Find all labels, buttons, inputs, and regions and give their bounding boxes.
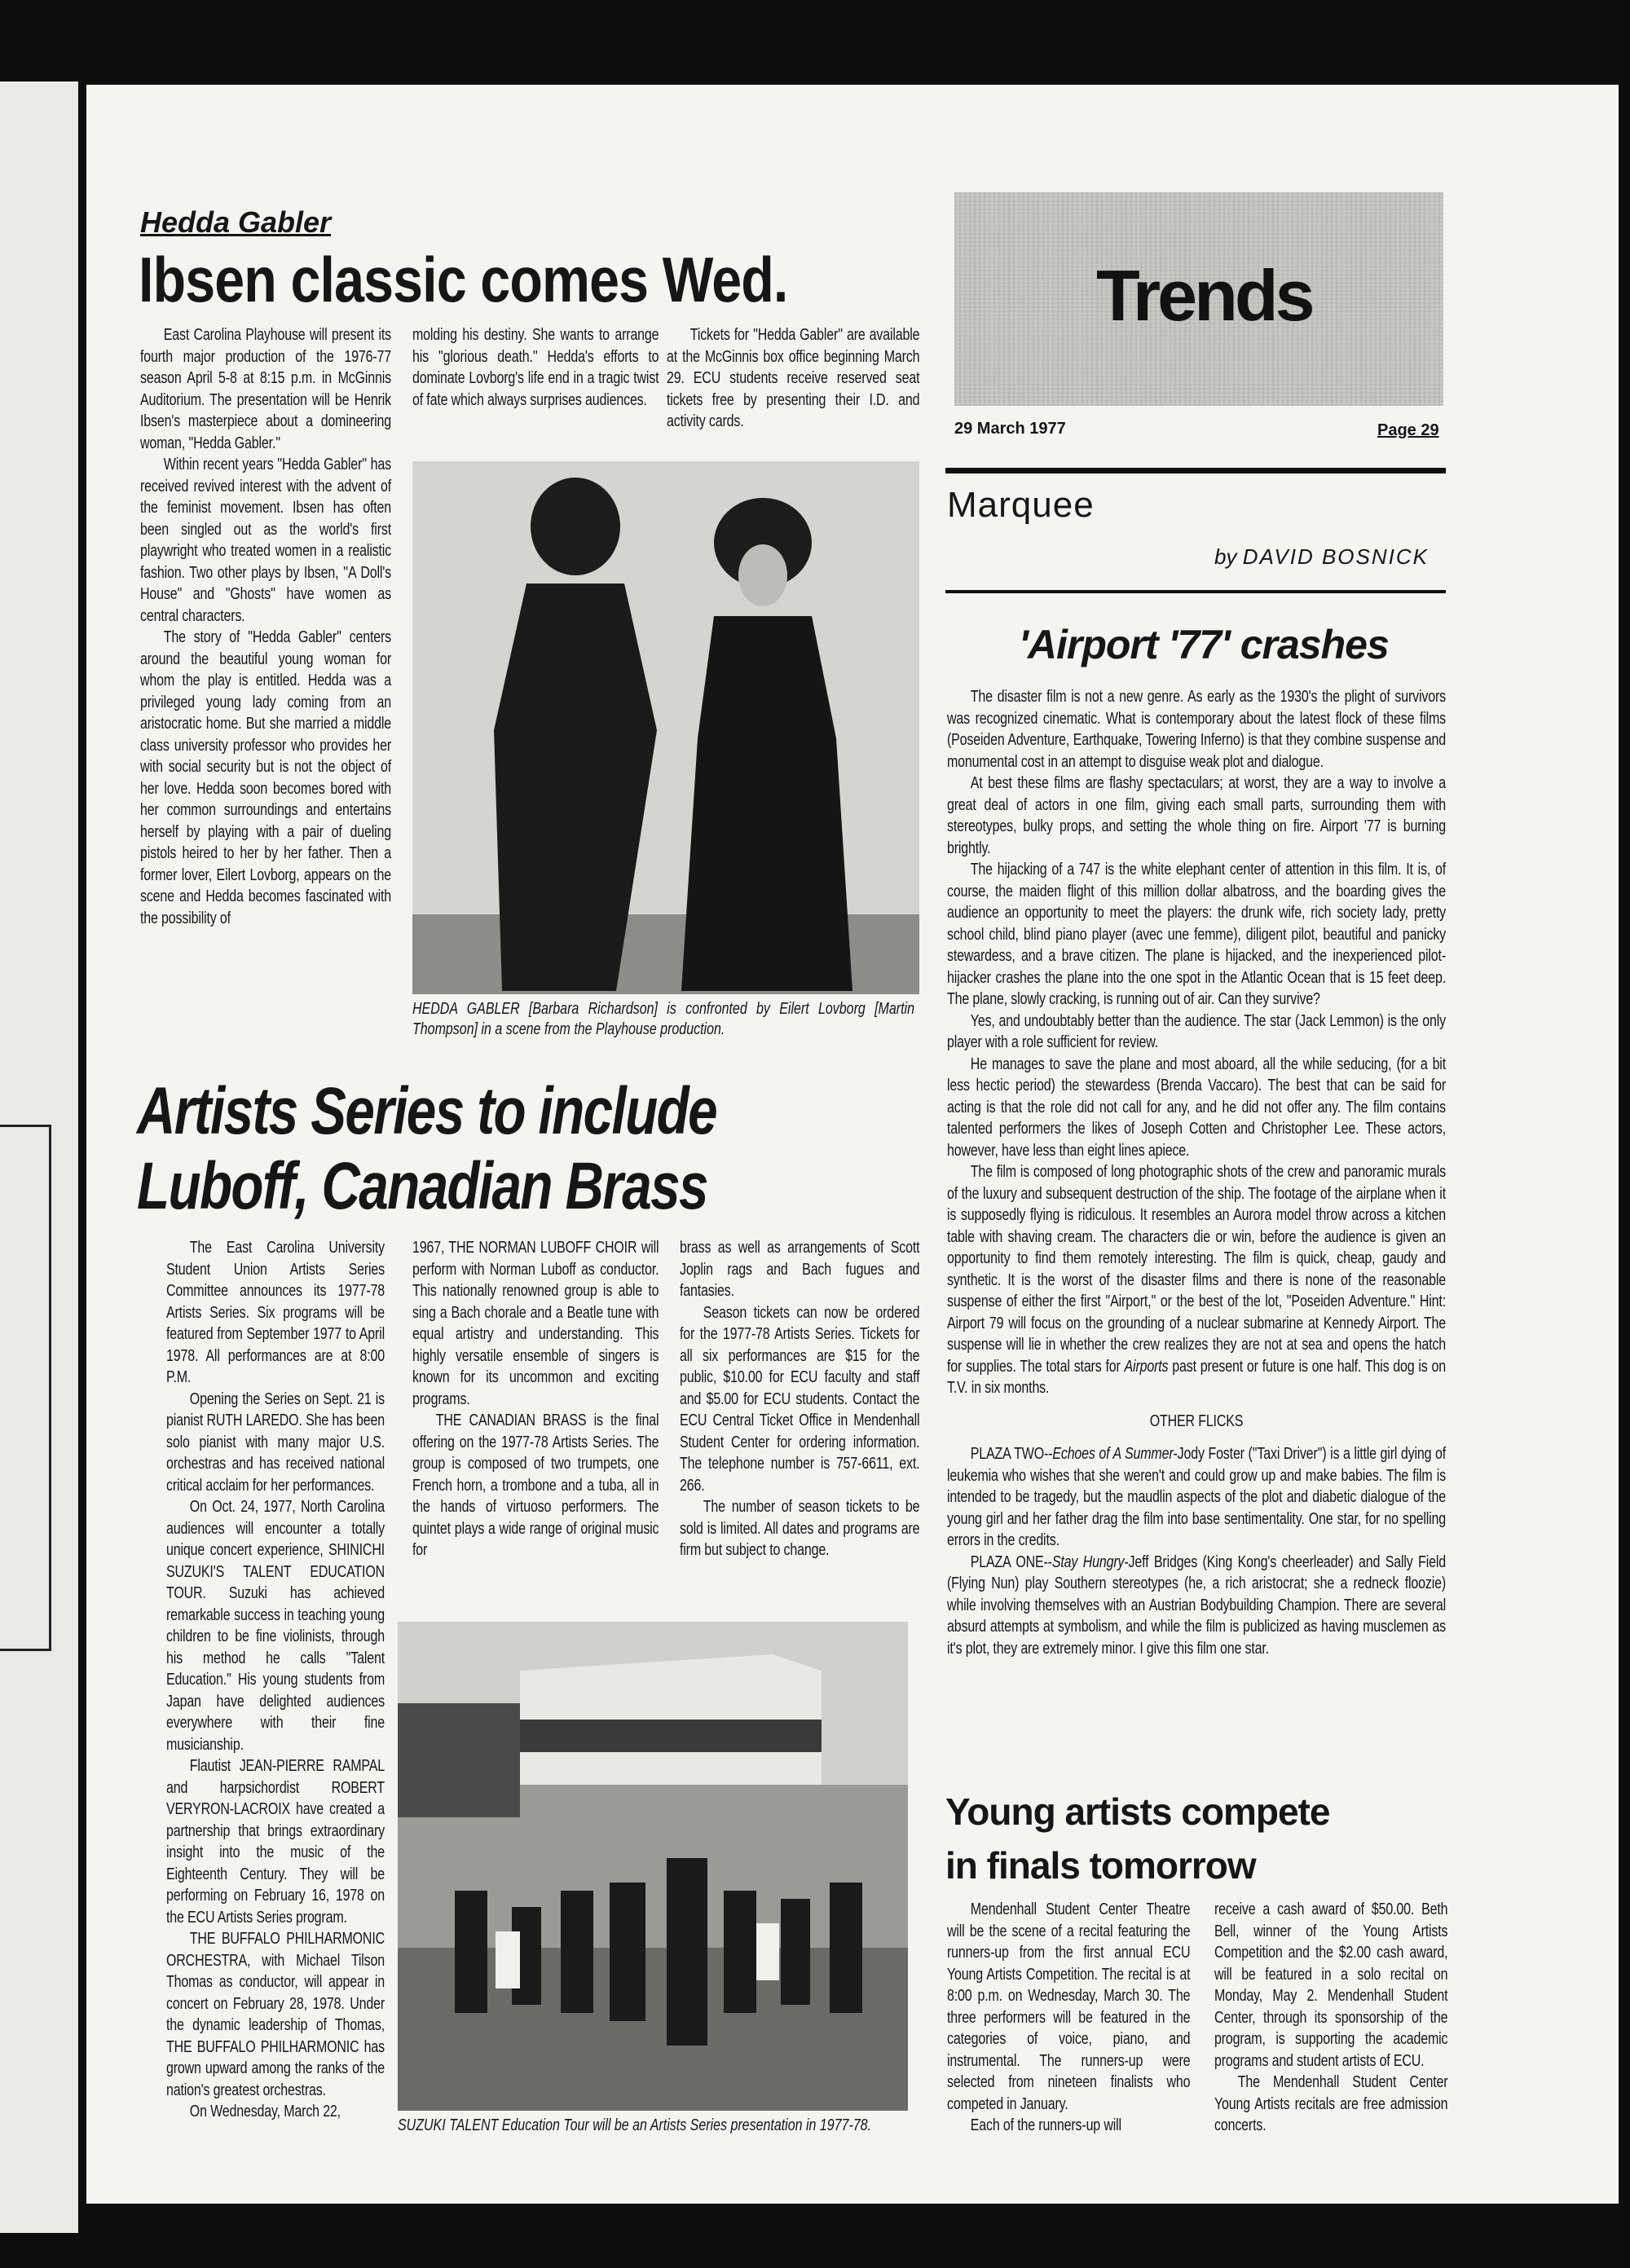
ibsen-paragraph: Within recent years ''Hedda Gabler'' has received revived interest with the advent of the feminist movement. Ibsen has often been singled out as the world's first playwright who treated women in a realistic fashion. Two other plays by Ibsen, ''A Doll's House'' and ''Ghosts'' have women as central characters. <box>140 456 392 625</box>
ibsen-paragraph: East Carolina Playhouse will present its fourth major production of the 1976-77 season April 5-8 at 8:15 p.m. in McGinnis Auditorium. The presentation will be Henrik Ibsen's masterpiece about a domineering woman, ''Hedda Gabler.'' <box>140 326 392 452</box>
review-text: -Jody Foster (''Taxi Driver'') is a little girl dying of leukemia who wishes that she weren't and could grow up and make babies. The film is intended to be tragedy, but the maudlin aspects of the plot and diabetic dialogue of the young girl and her father drag the film into base sentimentality. One star, for no spelling errors in the credits. <box>947 1445 1446 1549</box>
airport-headline: 'Airport '77' crashes <box>1019 622 1389 667</box>
artists-paragraph: 1967, THE NORMAN LUBOFF CHOIR will perform with Norman Luboff as conductor. This nationally renowned group is able to sing a Bach chorale and a Beatle tune with equal artistry and understanding. This highly versatile ensemble of singers is known for its uncommon and exciting programs. <box>412 1239 659 1408</box>
artists-column-3 <box>680 1237 919 1561</box>
film-title: Stay Hungry <box>1051 1552 1125 1571</box>
plaza-one-review <box>947 1552 1446 1660</box>
ibsen-kicker: Hedda Gabler <box>140 205 332 239</box>
hedda-gabler-photo-image <box>412 461 919 994</box>
young-artists-paragraph: The Mendenhall Student Center Young Artists recitals are free admission concerts. <box>1214 2073 1448 2134</box>
page-number: Page 29 <box>1377 421 1439 439</box>
artists-paragraph: Season tickets can now be ordered for the 1977-78 Artists Series. Tickets for all six performances are $15 for the public, $10.00 for ECU faculty and staff and $5.00 for ECU students. Contact the ECU Central Ticket Office in Mendenhall Student Center for ordering information. The telephone number is 757-6611, ext. 266. <box>680 1303 920 1495</box>
marquee-rule <box>945 590 1446 593</box>
plaza-two-review <box>947 1443 1446 1552</box>
review-text: -Jeff Bridges (King Kong's cheerleader) and Sally Field (Flying Nun) play Southern stereotypes (he, a rich aristocrat; she a redneck floozie) while involving themselves with an Austrian Bodybuilding Champion. There are several absurd attempts at symbolism, and while the film is publicized as having musclemen as it's plot, they are extremely minor. I give this film one star. <box>947 1552 1446 1658</box>
headline-line: Artists Series to include <box>137 1074 716 1148</box>
ibsen-column-1 <box>140 324 391 929</box>
young-artists-column-1 <box>947 1899 1190 2137</box>
review-paragraph: The hijacking of a 747 is the white elephant center of attention in this film. It is, of course, the maiden flight of this million dollar albatross, and the boarding gives the audience an opportunity to meet the players: the drunk wife, rich society lady, pretty school child, blind piano player (avec une femme), diligent pilot, beautiful and panicky stewardess, and a brave citizen. The plane is hijacked, and the inexperienced pilot-hijacker crashes the plane into the one spot in the Atlantic Ocean that is 15 feet deep. The plane, slowly cracking, is running out of air. Can they survive? <box>947 861 1446 1008</box>
artists-paragraph: brass as well as arrangements of Scott Joplin rags and Bach fugues and fantasies. <box>680 1239 920 1300</box>
ibsen-paragraph: The story of ''Hedda Gabler'' centers around the beautiful young woman for whom the play is entitled. Hedda was a privileged young lady coming from an aristocratic home. But she married a middle class university professor who provides her with social security but is not the object of her love. Hedda soon becomes bored with her common surroundings and entertains herself by playing with a pair of dueling pistols heired to her by her father. Then a former lover, Eilert Lovborg, appears on the scene and Hedda becomes fascinated with the possibility of <box>140 628 392 927</box>
marquee-column <box>947 686 1446 1659</box>
review-paragraph <box>947 1161 1446 1399</box>
headline-line: Luboff, Canadian Brass <box>137 1149 707 1223</box>
artists-column-1 <box>166 1237 385 2123</box>
previous-page-box <box>0 1125 51 1651</box>
young-artists-column-2 <box>1214 1899 1447 2137</box>
young-artists-paragraph: Each of the runners-up will <box>970 2116 1121 2134</box>
review-paragraph: At best these films are flashy spectaculars; at worst, they are a way to involve a great deal of actors in one film, giving each small parts, surrounding them with stereotypes, bulky props, and setting the whole thing on fire. Airport '77 is burning brightly. <box>947 774 1446 857</box>
artists-paragraph: The East Carolina University Student Union Artists Series Committee announces its 1977-78 Artists Series. Six programs will be featured from September 1977 to April 1978. All performances are at 8:00 P.M. <box>166 1239 385 1386</box>
issue-date: 29 March 1977 <box>954 420 1066 438</box>
young-artists-paragraph: Mendenhall Student Center Theatre will be the scene of a recital featuring the runners-up from the first annual ECU Young Artists Competition. The recital is at 8:00 p.m. on Wednesday, March 30. The three performers will be featured in the categories of voice, piano, and instrumental. The runners-up were selected from nineteen finalists who competed in January. <box>947 1900 1191 2113</box>
review-text: The film is composed of long photographic shots of the crew and panoramic murals of the luxury and subsequent destruction of the ship. The footage of the airplane when it is supposedly flying is ridiculous. It resembles an Aurora model throw across a kitchen table with shaving cream. The characters die or win, before the audience is given an opportunity to find them remotely interesting. The film is quick, cheap, gaudy and synthetic. It is the worst of the disaster films and there is none of the reasonable suspense of either the first ''Airport,'' or the best of the lot, ''Poseiden Adventure.'' Hint: Airport 79 will focus on the grounding of a nuclear submarine at Kennedy Airport. The suspense will lie in whether the crew realizes they are not at sea and opens the hatch for supplies. The total stars for <box>947 1163 1446 1376</box>
theater-name: PLAZA ONE-- <box>970 1552 1052 1571</box>
byline <box>1214 544 1429 570</box>
headline-line: Young artists compete <box>945 1790 1330 1833</box>
ibsen-paragraph: Tickets for ''Hedda Gabler'' are available at the McGinnis box office beginning March 29. ECU students receive reserved seat tickets free by presenting their I.D. and activity cards. <box>667 326 920 430</box>
ibsen-headline: Ibsen classic comes Wed. <box>139 244 788 315</box>
suzuki-tour-photo <box>398 1622 908 2111</box>
artists-paragraph: The number of season tickets to be sold is limited. All dates and programs are firm but subject to change. <box>680 1498 920 1559</box>
young-artists-paragraph: receive a cash award of $50.00. Beth Bell, winner of the Young Artists Competition and the $2.00 cash award, will be featured in a solo recital on Monday, May 2. Mendenhall Student Center, through its sponsorship of the program, is supporting the academic programs and student artists of ECU. <box>1214 1900 1448 2070</box>
artists-paragraph: Opening the Series on Sept. 21 is pianist RUTH LAREDO. She has been solo pianist with many major U.S. orchestras and has received national critical acclaim for her performances. <box>166 1389 385 1495</box>
artists-paragraph: On Oct. 24, 1977, North Carolina audiences will encounter a totally unique concert experience, SHINICHI SUZUKI'S TALENT EDUCATION TOUR. Suzuki has achieved remarkable success in teaching young children to be fine violinists, through his method he calls ''Talent Education.'' His young students from Japan have delighted audiences everywhere with their fine musicianship. <box>166 1498 385 1754</box>
ibsen-column-2 <box>412 324 659 411</box>
ibsen-paragraph: molding his destiny. She wants to arrange his ''glorious death.'' Hedda's efforts to dominate Lovborg's life end in a tragic twist of fate which always surprises audiences. <box>412 326 659 409</box>
artists-paragraph: THE CANADIAN BRASS is the final offering on the 1977-78 Artists Series. The group is composed of two trumpets, one French horn, a trombone and a tuba, all in the hands of virtuoso performers. The quintet plays a wide range of original music for <box>412 1411 659 1559</box>
other-flicks-heading: OTHER FLICKS <box>1149 1411 1244 1430</box>
hedda-gabler-caption: HEDDA GABLER [Barbara Richardson] is confronted by Eilert Lovborg [Martin Thompson] in a scene from the Playhouse production. <box>412 1000 914 1038</box>
hedda-gabler-photo <box>412 461 919 994</box>
review-text: past present or future is one half. This dog is on T.V. in six months. <box>947 1357 1447 1397</box>
artists-paragraph: On Wednesday, March 22, <box>189 2103 341 2120</box>
review-paragraph: He manages to save the plane and most aboard, all the while seducing, (for a bit less hectic period) the stewardess (Brenda Vaccaro). The best that can be said for acting is that the role did not call for any, and he did not offer any. The film contains talented performers the likes of Joseph Cotten and Christopher Lee. These actors, however, have less than eight lines apiece. <box>947 1055 1446 1160</box>
headline-line: in finals tomorrow <box>945 1844 1256 1887</box>
artists-column-2 <box>412 1237 659 1561</box>
byline-author: DAVID BOSNICK <box>1242 544 1429 569</box>
suzuki-caption: SUZUKI TALENT Education Tour will be an Artists Series presentation in 1977-78. <box>398 2116 872 2134</box>
artists-paragraph: Flautist JEAN-PIERRE RAMPAL and harpsichordist ROBERT VERYRON-LACROIX have created a partnership that brings extraordinary insight into the music of the Eighteenth Century. They will be performing on February 16, 1978 on the ECU Artists Series program. <box>166 1757 385 1927</box>
film-title: Echoes of A Summer <box>1052 1445 1174 1463</box>
artists-paragraph: THE BUFFALO PHILHARMONIC ORCHESTRA, with Michael Tilson Thomas as conductor, will appear in concert on February 28, 1978. Under the dynamic leadership of Thomas, THE BUFFALO PHILHARMONIC has grown upward among the ranks of the nation's greatest orchestras. <box>166 1930 385 2099</box>
marquee-column-title: Marquee <box>947 485 1095 525</box>
young-artists-headline <box>945 1785 1329 1892</box>
previous-page-edge <box>0 81 78 2233</box>
ibsen-column-3 <box>667 324 919 433</box>
suzuki-tour-photo-image <box>398 1622 908 2111</box>
review-paragraph: The disaster film is not a new genre. As early as the 1930's the plight of survivors was recognized cinematic. What is contemporary about the latest flock of these films (Poseiden Adventure, Earthquake, Towering Inferno) is that they combine suspense and monumental cost in an attempt to disguise weak plot and dialogue. <box>947 688 1446 771</box>
masthead-rule <box>945 468 1446 473</box>
section-title: Trends <box>1096 255 1312 336</box>
theater-name: PLAZA TWO-- <box>970 1445 1053 1463</box>
byline-prefix: by <box>1214 544 1237 569</box>
review-italic-title: Airports <box>1124 1357 1169 1376</box>
artists-series-headline <box>137 1074 716 1224</box>
review-paragraph: Yes, and undoubtably better than the audience. The star (Jack Lemmon) is the only player with a role sufficient for review. <box>947 1011 1446 1051</box>
